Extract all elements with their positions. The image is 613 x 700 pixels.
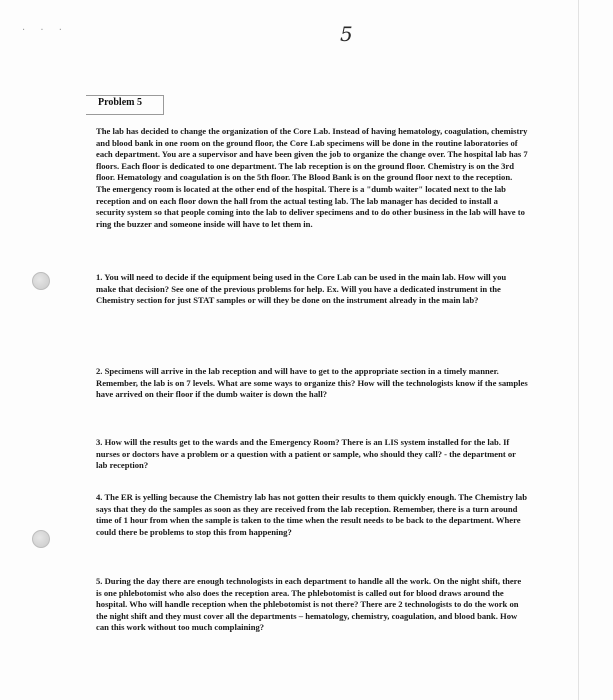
- header-dots: . . .: [22, 22, 68, 33]
- radio-button-1[interactable]: [32, 272, 50, 290]
- question-3: 3. How will the results get to the wards and the Emergency Room? There is an LIS system installed for the lab. If nurses or doctors have a problem or a question with a patient or sample, who should they call? - the department or lab reception?: [96, 437, 516, 471]
- page-number: 5: [340, 22, 353, 46]
- problem-intro: The lab has decided to change the organization of the Core Lab. Instead of having hematology, coagulation, chemistry and blood bank in one room on the ground floor, the Core Lab specimens will be done in the routine laboratories of each department. You are a supervisor and have been given the job to organize the change over. The hospital lab has 7 floors. Each floor is dedicated to one department. The lab reception is on the ground floor. Chemistry is on the 3rd floor. Hematology and coagulation is on the 5th floor. The Blood Bank is on the ground floor next to the reception. The emergency room is located at the other end of the hospital. There is a "dumb waiter" located next to the lab reception and on each floor down the hall from the actual testing lab. The lab manager has decided to install a security system so that people coming into the lab to deliver specimens and to do other business in the lab will have to ring the buzzer and someone inside will have to let them in.: [96, 126, 528, 229]
- question-5: 5. During the day there are enough technologists in each department to handle all the work. On the night shift, there is one phlebotomist who also does the reception area. The phlebotomist is called out for blood draws around the hospital. Who will handle reception when the phlebotomist is not there? There are 2 technologists to do the work on the night shift and they must cover all the departments – hematology, chemistry, coagulation, and blood bank. How can this work without too much complaining?: [96, 576, 522, 633]
- question-2: 2. Specimens will arrive in the lab reception and will have to get to the appropriate section in a timely manner. Remember, the lab is on 7 levels. What are some ways to organize this? How will the technologists know if the samples have arrived on their floor if the dumb waiter is down the hall?: [96, 366, 528, 400]
- radio-button-2[interactable]: [32, 530, 50, 548]
- problem-title: Problem 5: [98, 97, 142, 108]
- page-edge-divider: [578, 0, 579, 700]
- question-4: 4. The ER is yelling because the Chemistry lab has not gotten their results to them quickly enough. The Chemistry lab says that they do the samples as soon as they are received from the lab reception. Remember, there is a turn around time of 1 hour from when the sample is taken to the time when the result needs to be back to the department. Where could there be problems to stop this from happening?: [96, 492, 527, 537]
- question-1: 1. You will need to decide if the equipment being used in the Core Lab can be used in the main lab. How will you make that decision? See one of the previous problems for help. Ex. Will you have a dedicated instrument in the Chemistry section for just STAT samples or will they be done on the instrument already in the main lab?: [96, 272, 507, 306]
